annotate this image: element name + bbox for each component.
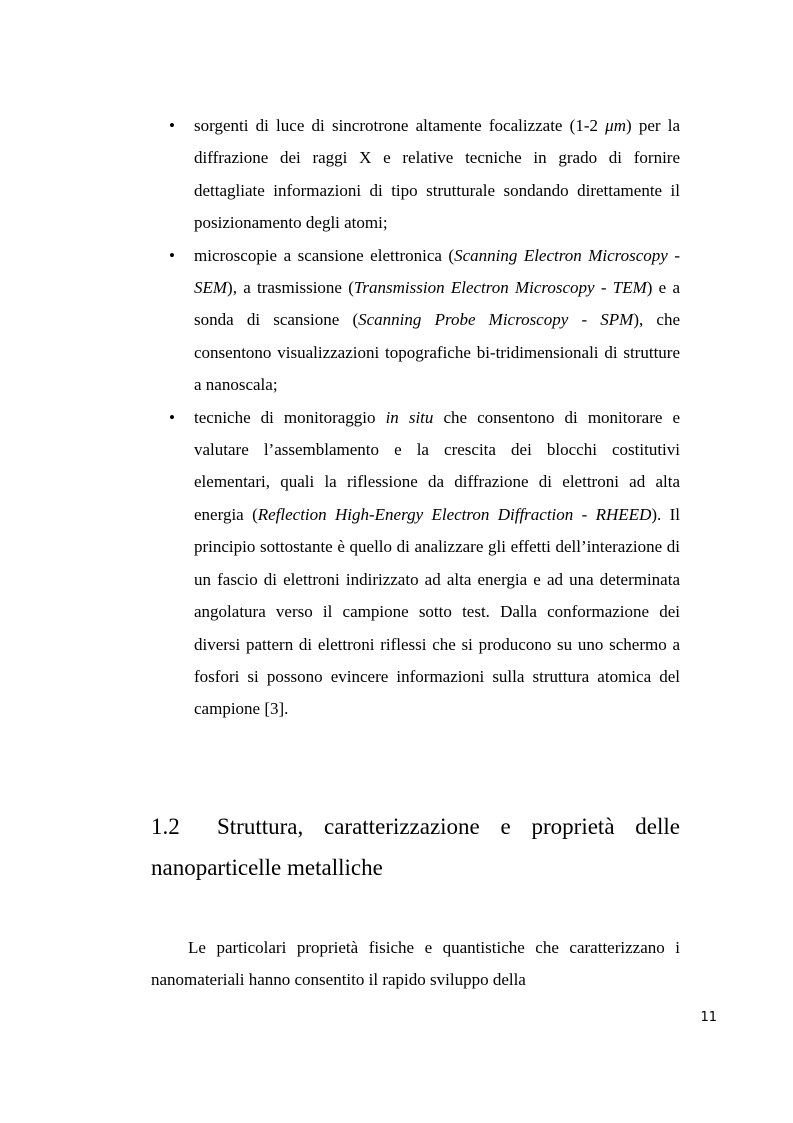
term-sem: Scanning Electron Microscopy - SEM <box>194 245 680 298</box>
section-heading <box>151 806 680 888</box>
bullet-item-microscopy <box>169 240 680 402</box>
bullet-text: ), che consentono visualizzazioni topografiche bi-tridimensionali di strutture a nanoscala; <box>194 310 680 395</box>
bullet-dot-icon: • <box>169 116 175 135</box>
bullet-text: ) per la diffrazione dei raggi X e relative tecniche in grado di fornire dettagliate informazioni di tipo strutturale sondando direttamente il posizionamento degli atomi; <box>194 116 680 233</box>
bullet-text: sorgenti di luce di sincrotrone altamente focalizzate (1-2 <box>194 116 606 135</box>
bullet-text: tecniche di monitoraggio <box>194 407 386 427</box>
bullet-item-monitoring <box>169 402 681 726</box>
section-number: 1.2 <box>151 814 180 839</box>
term-spm: Scanning Probe Microscopy - SPM <box>358 310 634 330</box>
body-paragraph: Le particolari proprietà fisiche e quantistiche che caratterizzano i nanomateriali hanno consentito il rapido sviluppo della <box>151 938 680 989</box>
bullet-text: ). Il principio sottostante è quello di analizzare gli effetti dell’interazione di un fascio di elettroni indirizzato ad alta energia e ad una determinata angolatura verso il campione sotto test. Dalla conformazione dei diversi pattern di elettroni riflessi che si producono su uno schermo a fosfori si possono evincere informazioni sulla struttura atomica del campione [3]. <box>194 504 681 719</box>
bullet-dot-icon: • <box>169 407 175 427</box>
section-title: Struttura, caratterizzazione e proprietà delle nanoparticelle metalliche <box>151 814 680 880</box>
bullet-text: ) e a sonda di scansione ( <box>194 278 680 330</box>
bullet-item-synchrotron <box>169 110 680 240</box>
unit-micrometer: μm <box>605 116 626 135</box>
bullet-dot-icon: • <box>169 245 175 265</box>
term-in-situ: in situ <box>385 407 434 427</box>
term-rheed: Reflection High-Energy Electron Diffraction - RHEED <box>257 504 652 524</box>
bullet-list <box>0 110 793 726</box>
page-number: 11 <box>700 1010 717 1025</box>
bullet-text: microscopie a scansione elettronica ( <box>194 245 455 265</box>
bullet-text: ), a trasmissione ( <box>227 278 354 298</box>
term-tem: Transmission Electron Microscopy - TEM <box>353 278 647 298</box>
bullet-text: che consentono di monitorare e valutare l’assemblamento e la crescita dei blocchi costitutivi elementari, quali la riflessione da diffrazione di elettroni ad alta energia ( <box>194 407 680 524</box>
